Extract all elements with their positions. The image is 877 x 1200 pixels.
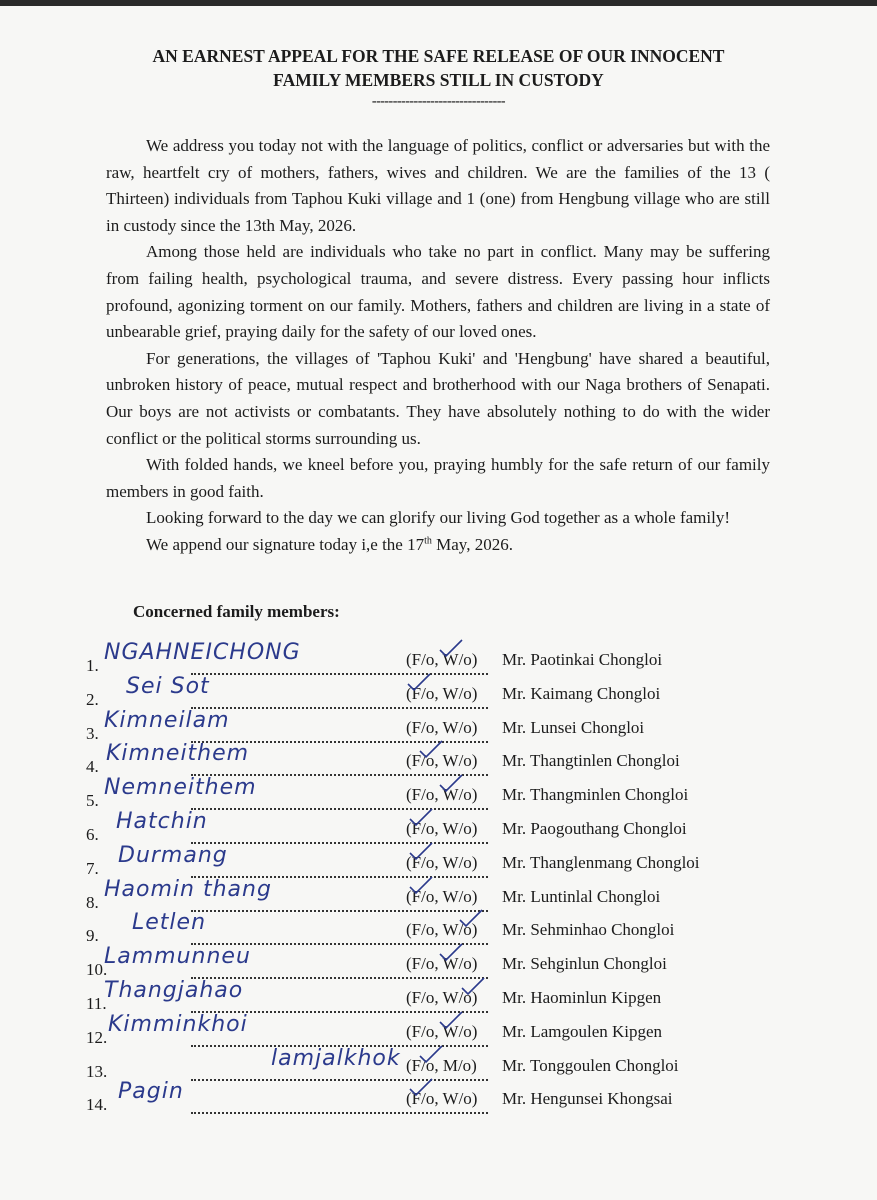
row-number: 10. (86, 960, 108, 980)
paragraph-1: We address you today not with the language of politics, conflict or adversaries but with the raw, heartfelt cry of mothers, fathers, wives and children. We are the families of the 13 ( Thirteen) individuals from Taphou Kuki village and 1 (one) from Hengbung village who are still in custody since the 13th May, 2026. (106, 136, 770, 235)
title-underline: -------------------------------- (371, 94, 506, 109)
check-mark-icon (408, 1077, 434, 1097)
appeal-body (106, 133, 770, 559)
check-mark-icon (460, 976, 486, 996)
row-number: 13. (86, 1061, 108, 1081)
check-mark-icon (408, 841, 434, 861)
row-number: 7. (86, 858, 99, 878)
relation-label: (F/o, W/o) (406, 717, 478, 737)
date-line-end: May, 2026. (431, 534, 513, 554)
handwritten-signature: lamjalkhok (271, 1045, 401, 1071)
paragraph-2: Among those held are individuals who take no part in conflict. Many may be suffering from failing health, psychological trauma, and severe distress. Every passing hour inflicts profound, agonizing torment on our family. Mothers, fathers and children are living in a state of unbearable grief, praying daily for the safety of our loved ones. (106, 242, 770, 342)
member-name: Mr. Haominlun Kipgen (502, 987, 662, 1007)
check-mark-icon (408, 875, 434, 895)
check-mark-icon (438, 942, 464, 962)
row-number: 3. (86, 723, 99, 743)
row-number: 5. (86, 791, 99, 811)
check-mark-icon (418, 1044, 444, 1064)
handwritten-signature: Kimneilam (104, 707, 230, 733)
member-name: Mr. Kaimang Chongloi (502, 683, 661, 703)
relation-label: (F/o, W/o) (406, 751, 478, 771)
row-number: 1. (86, 656, 99, 675)
relation-label: (F/o, W/o) (406, 650, 478, 669)
member-name: Mr. Paogouthang Chongloi (502, 818, 687, 838)
date-line-start: We append our signature today i,e the 17 (146, 534, 425, 554)
row-number: 11. (86, 993, 107, 1013)
handwritten-signature: NGAHNEICHONG (104, 640, 301, 665)
handwritten-signature: Lammunneu (104, 944, 251, 970)
paragraph-4: With folded hands, we kneel before you, praying humbly for the safe return of our family members in good faith. (106, 455, 770, 501)
relation-label: (F/o, W/o) (406, 785, 478, 805)
check-mark-icon (438, 1010, 464, 1030)
relation-label: (F/o, W/o) (406, 818, 478, 838)
check-mark-icon (408, 807, 434, 827)
relation-label: (F/o, W/o) (406, 1021, 478, 1041)
date-suffix: th (424, 535, 432, 547)
relation-label: (F/o, W/o) (406, 1089, 478, 1109)
relation-label: (F/o, W/o) (406, 920, 478, 940)
member-name: Mr. Tonggoulen Chongloi (502, 1055, 679, 1075)
relation-label: (F/o, M/o) (406, 1055, 477, 1075)
row-number: 2. (86, 689, 99, 709)
row-number: 4. (86, 757, 99, 777)
paragraph-5: Looking forward to the day we can glorify our living God together as a whole family! (146, 508, 730, 528)
member-name: Mr. Luntinlal Chongloi (502, 886, 661, 906)
signatory-row (86, 1079, 786, 1119)
check-mark-icon (418, 739, 444, 759)
signatory-list (86, 640, 786, 1119)
handwritten-signature: Kimneithem (106, 741, 250, 767)
check-mark-icon (438, 638, 464, 658)
handwritten-signature: Sei Sot (126, 673, 210, 699)
member-name: Mr. Paotinkai Chongloi (502, 650, 663, 669)
paragraph-3: For generations, the villages of 'Taphou Kuki' and 'Hengbung' have shared a beautiful, unbroken history of peace, mutual respect and brotherhood with our Naga brothers of Senapati. Our boys are not activists or combatants. They have absolutely nothing to do with the wider conflict or the political storms surrounding us. (106, 348, 770, 448)
member-name: Mr. Thangtinlen Chongloi (502, 751, 680, 771)
handwritten-signature: Letlen (132, 910, 207, 936)
member-name: Mr. Thanglenmang Chongloi (502, 852, 700, 872)
handwritten-signature: Kimminkhoi (108, 1011, 248, 1037)
relation-label: (F/o, W/o) (406, 886, 478, 906)
title-line-2: FAMILY MEMBERS STILL IN CUSTODY (273, 70, 604, 90)
member-name: Mr. Lunsei Chongloi (502, 717, 645, 737)
signatory-row (86, 1045, 786, 1086)
concerned-label: Concerned family members: (133, 602, 340, 621)
row-number: 14. (86, 1095, 108, 1115)
paragraph-6 (106, 532, 770, 559)
relation-label: (F/o, W/o) (406, 683, 478, 703)
relation-label: (F/o, W/o) (406, 987, 478, 1007)
handwritten-signature: Thangjahao (104, 977, 244, 1003)
member-name: Mr. Lamgoulen Kipgen (502, 1021, 663, 1041)
row-number: 6. (86, 824, 99, 844)
handwritten-signature: Haomin thang (104, 876, 272, 902)
relation-label: (F/o, W/o) (406, 852, 478, 872)
row-number: 8. (86, 892, 99, 912)
check-mark-icon (458, 908, 484, 928)
handwritten-signature: Pagin (118, 1079, 184, 1105)
check-mark-icon (438, 773, 464, 793)
row-number: 12. (86, 1027, 108, 1047)
member-name: Mr. Thangminlen Chongloi (502, 785, 689, 805)
relation-label: (F/o, W/o) (406, 954, 478, 974)
check-mark-icon (406, 672, 432, 692)
member-name: Mr. Sehginlun Chongloi (502, 954, 667, 974)
member-name: Mr. Sehminhao Chongloi (502, 920, 675, 940)
handwritten-signature: Durmang (118, 842, 228, 868)
row-number: 9. (86, 926, 99, 946)
title-line-1: AN EARNEST APPEAL FOR THE SAFE RELEASE OF OUR INNOCENT (152, 46, 725, 66)
member-name: Mr. Hengunsei Khongsai (502, 1089, 673, 1109)
handwritten-signature: Hatchin (116, 808, 208, 834)
document-title (60, 44, 817, 92)
handwritten-signature: Nemneithem (104, 775, 257, 801)
